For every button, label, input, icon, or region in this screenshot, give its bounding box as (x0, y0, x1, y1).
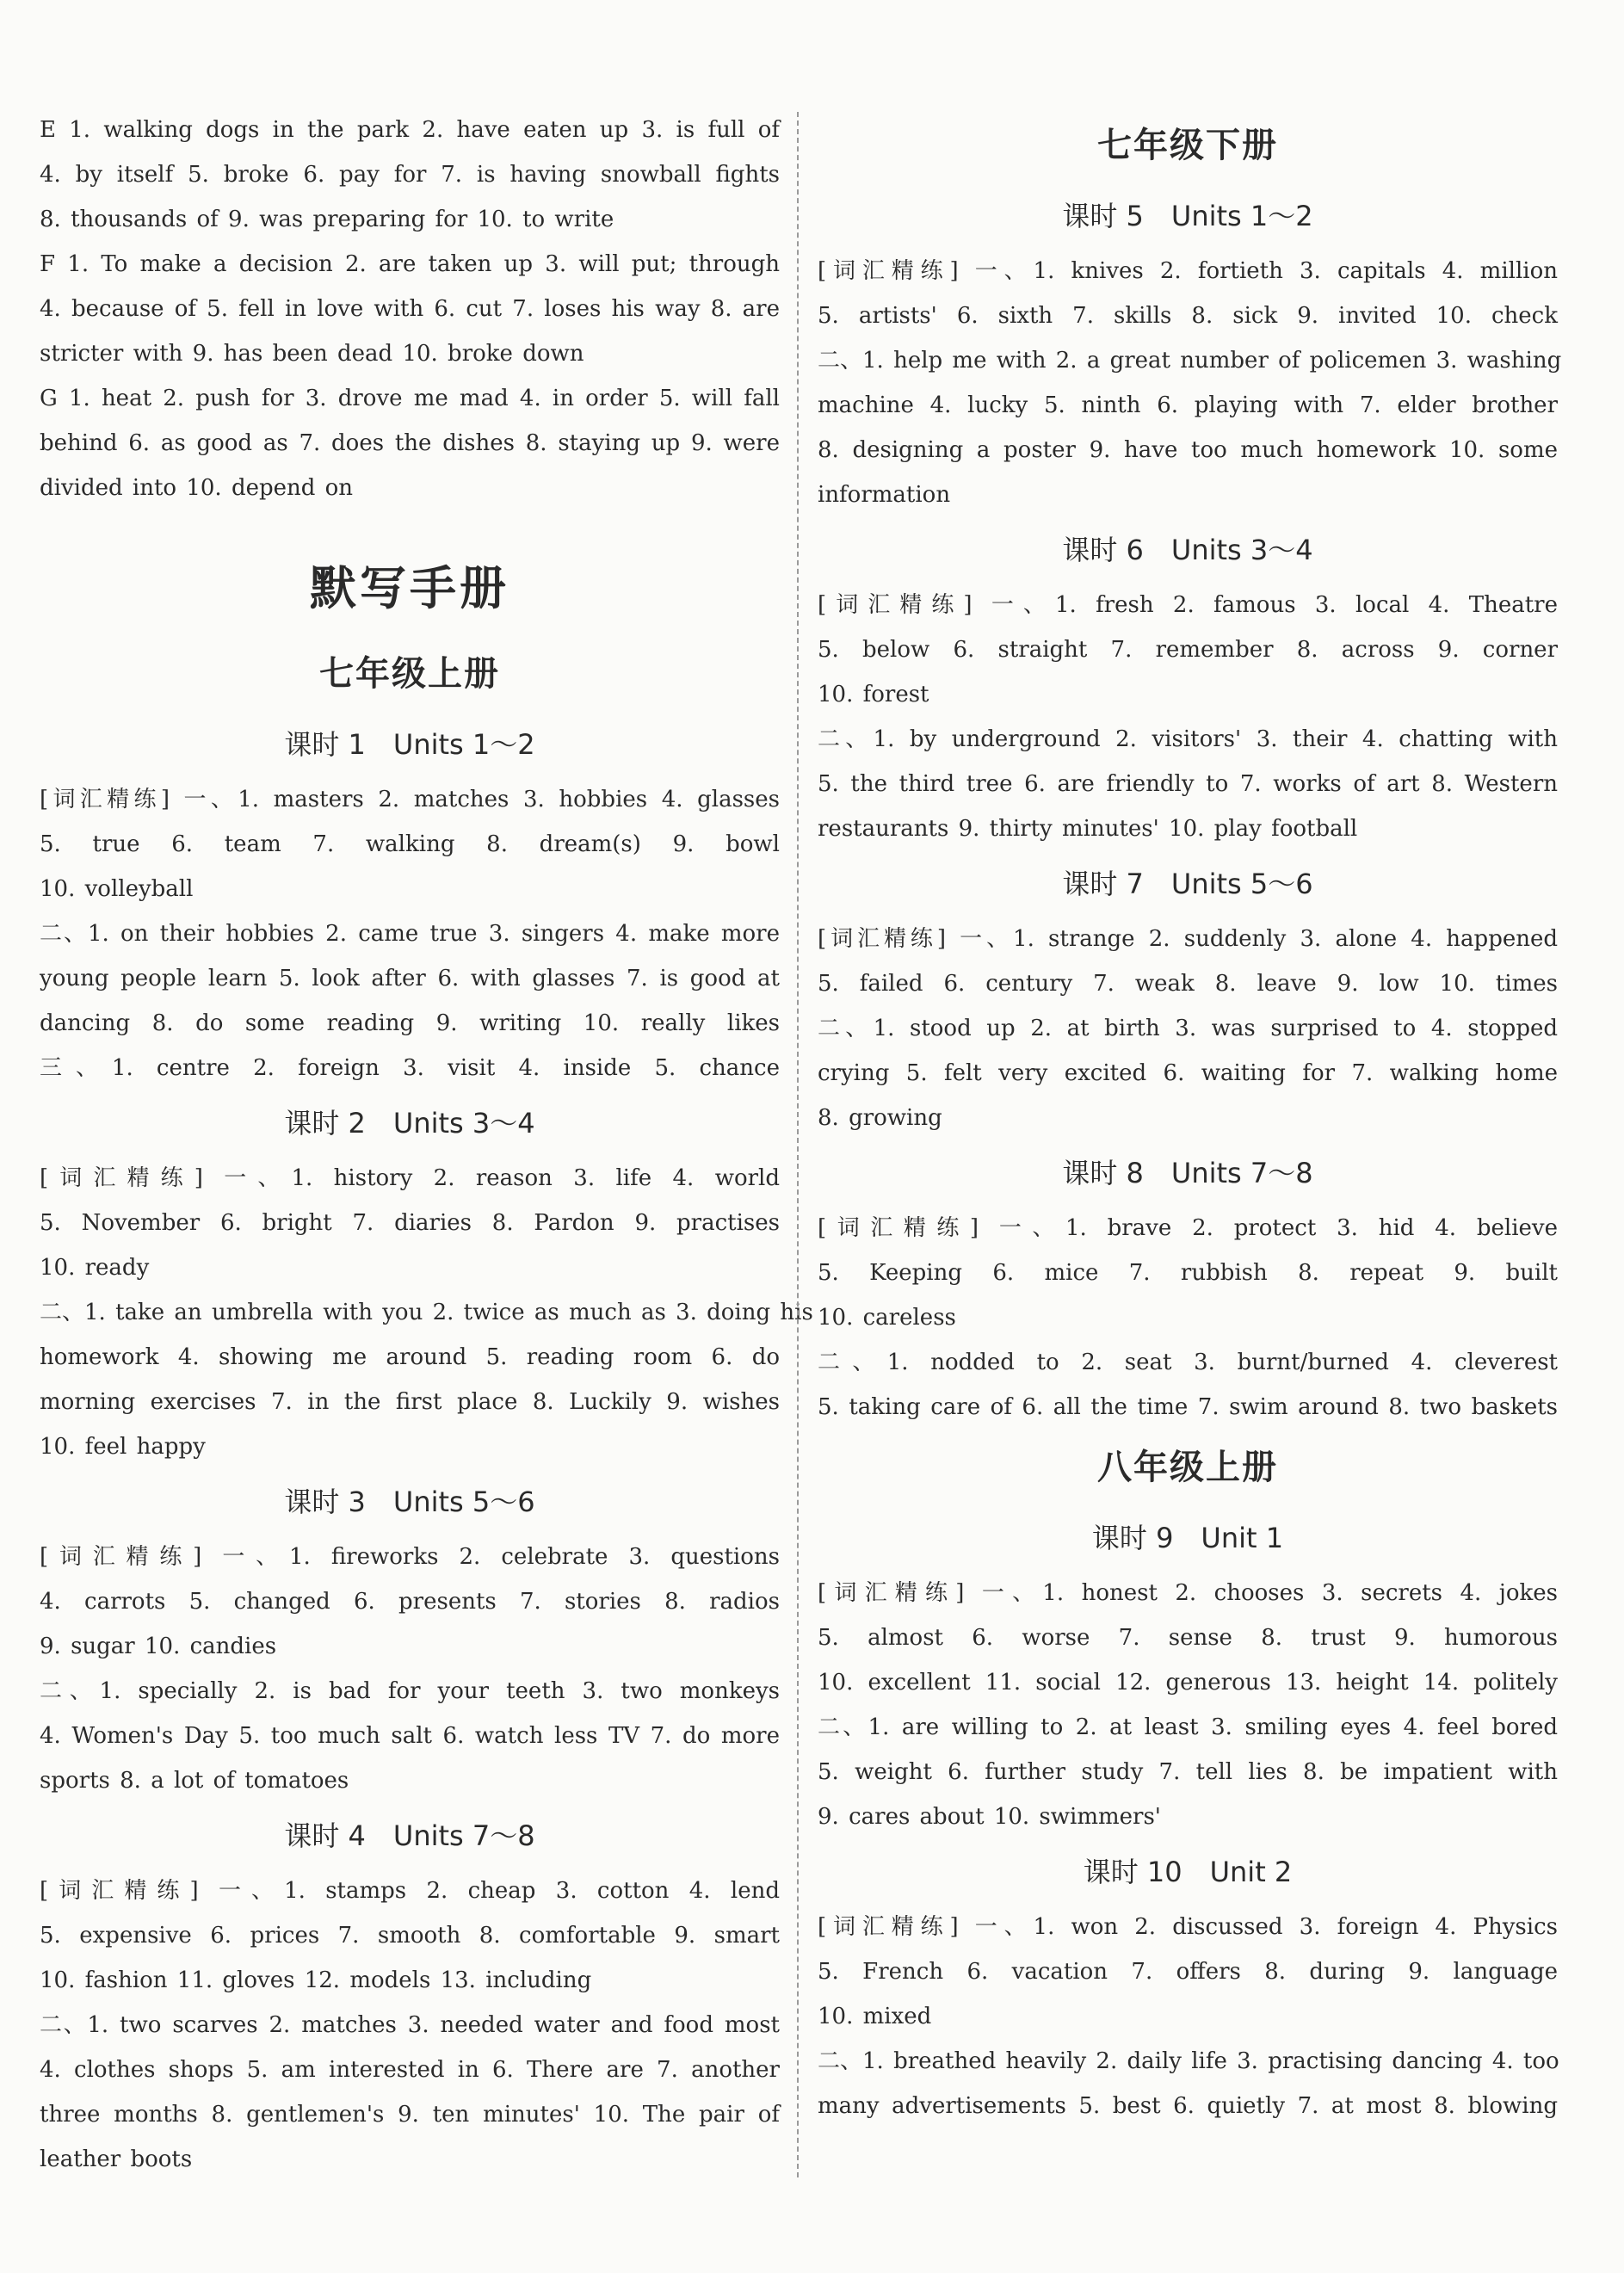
answer-line: [词汇精练] 一、1. masters 2. matches 3. hobbies 4. glasses (40, 787, 780, 812)
answer-line: [词汇精练] 一、1. stamps 2. cheap 3. cotton 4. lend (40, 1878, 780, 1904)
answer-line: 4. Women's Day 5. too much salt 6. watch less TV 7. do more (40, 1723, 780, 1749)
left-column (40, 108, 813, 2182)
lesson-section (818, 1505, 1558, 1839)
answer-line: [词汇精练] 一、1. brave 2. protect 3. hid 4. believe (818, 1215, 1558, 1241)
answer-line: 5. French 6. vacation 7. offers 8. during 9. language (818, 1959, 1558, 1985)
answer-line: 二、1. specially 2. is bad for your teeth 3. two monkeys (40, 1678, 780, 1704)
answer-line: F 1. To make a decision 2. are taken up 3. will put; through (40, 251, 780, 277)
answer-line: 二、1. nodded to 2. seat 3. burnt/burned 4. cleverest (818, 1350, 1558, 1375)
answer-line: 二、1. by underground 2. visitors' 3. their 4. chatting with (818, 726, 1558, 752)
grade-title: 七年级下册 (1097, 126, 1278, 165)
answer-line: three months 8. gentlemen's 9. ten minutes' 10. The pair of (40, 2102, 780, 2128)
answer-line: 10. mixed (818, 2004, 932, 2029)
answer-line: [词汇精练] 一、1. honest 2. chooses 3. secrets 4. jokes (818, 1580, 1558, 1606)
answer-line: [词汇精练] 一、1. fireworks 2. celebrate 3. questions (40, 1544, 780, 1570)
answer-line: 5. expensive 6. prices 7. smooth 8. comfortable 9. smart (40, 1923, 780, 1949)
answer-line: 10. forest (818, 682, 929, 707)
answer-line: [词汇精练] 一、1. knives 2. fortieth 3. capitals 4. million (818, 258, 1558, 284)
answer-line: 5. Keeping 6. mice 7. rubbish 8. repeat 9. built (818, 1260, 1558, 1286)
column-divider (797, 112, 799, 2177)
answer-line: 10. ready (40, 1255, 150, 1281)
answer-line: 二、1. help me with 2. a great number of policemen 3. washing (818, 348, 1562, 374)
grade-title: 八年级上册 (1097, 1448, 1278, 1487)
answer-line: 4. by itself 5. broke 6. pay for 7. is having snowball fights (40, 162, 780, 188)
answer-line: information (818, 482, 951, 508)
lesson-title: 课时 8 Units 7～8 (1062, 1157, 1313, 1189)
answer-line: [词汇精练] 一、1. won 2. discussed 3. foreign 4. Physics (818, 1914, 1558, 1940)
answer-line: sports 8. a lot of tomatoes (40, 1768, 349, 1794)
answer-line: 三、1. centre 2. foreign 3. visit 4. inside 5. chance (40, 1055, 780, 1081)
answer-line: 5. artists' 6. sixth 7. skills 8. sick 9. invited 10. check (818, 303, 1558, 329)
lesson-title: 课时 9 Unit 1 (1091, 1522, 1284, 1554)
answer-line: many advertisements 5. best 6. quietly 7. at most 8. blowing (818, 2093, 1558, 2119)
answer-line: 8. designing a poster 9. have too much homework 10. some (818, 437, 1558, 463)
answer-line: 二、1. take an umbrella with you 2. twice as much as 3. doing his (40, 1300, 813, 1325)
grade-title: 七年级上册 (319, 654, 500, 694)
answer-line: 5. failed 6. century 7. weak 8. leave 9. low 10. times (818, 971, 1558, 997)
lesson-title: 课时 4 Units 7～8 (284, 1819, 535, 1852)
answer-line: 10. careless (818, 1305, 956, 1331)
lesson-section (818, 1839, 1558, 2128)
answer-line: 8. thousands of 9. was preparing for 10. to write (40, 207, 614, 232)
answer-line: 二、1. stood up 2. at birth 3. was surprised to 4. stopped (818, 1016, 1558, 1041)
answer-line: stricter with 9. has been dead 10. broke down (40, 341, 584, 367)
lesson-section (40, 712, 780, 1090)
answer-line: [词汇精练] 一、1. history 2. reason 3. life 4. world (40, 1165, 780, 1191)
answer-line: 5. taking care of 6. all the time 7. swim around 8. two baskets (818, 1394, 1558, 1420)
answer-line: behind 6. as good as 7. does the dishes 8. staying up 9. were (40, 430, 780, 456)
answer-line: homework 4. showing me around 5. reading room 6. do (40, 1344, 780, 1370)
lesson-section (818, 851, 1558, 1140)
answer-line: 10. excellent 11. social 12. generous 13. height 14. politely (818, 1670, 1558, 1695)
answer-line: young people learn 5. look after 6. with glasses 7. is good at (40, 966, 780, 991)
lesson-section (818, 517, 1558, 851)
answer-line: [词汇精练] 一、1. strange 2. suddenly 3. alone 4. happened (818, 926, 1558, 952)
right-column (818, 108, 1562, 2128)
answer-line: E 1. walking dogs in the park 2. have eaten up 3. is full of (40, 117, 780, 143)
answer-line: 二、1. breathed heavily 2. daily life 3. practising dancing 4. too (818, 2048, 1559, 2074)
answer-line: 5. the third tree 6. are friendly to 7. works of art 8. Western (818, 771, 1558, 797)
answer-line: 10. volleyball (40, 876, 194, 902)
answer-line: [词汇精练] 一、1. fresh 2. famous 3. local 4. Theatre (818, 592, 1558, 618)
lesson-title: 课时 7 Units 5～6 (1062, 868, 1313, 900)
lesson-title: 课时 5 Units 1～2 (1062, 200, 1313, 232)
answer-line: 5. weight 6. further study 7. tell lies 8. be impatient with (818, 1759, 1558, 1785)
answer-line: 5. below 6. straight 7. remember 8. across 9. corner (818, 637, 1558, 663)
answer-line: G 1. heat 2. push for 3. drove me mad 4. in order 5. will fall (40, 386, 780, 411)
answer-line: leather boots (40, 2146, 193, 2172)
answer-line: 5. true 6. team 7. walking 8. dream(s) 9. bowl (40, 831, 780, 857)
lesson-title: 课时 2 Units 3～4 (284, 1107, 535, 1140)
answer-line: 4. because of 5. fell in love with 6. cut 7. loses his way 8. are (40, 296, 780, 322)
answer-line: 5. almost 6. worse 7. sense 8. trust 9. humorous (818, 1625, 1558, 1651)
lesson-title: 课时 6 Units 3～4 (1062, 534, 1313, 566)
lesson-section (40, 1469, 780, 1803)
lesson-section (40, 1090, 813, 1469)
answer-line: 4. carrots 5. changed 6. presents 7. stories 8. radios (40, 1589, 780, 1615)
lesson-section (818, 183, 1562, 517)
answer-line: 二、1. are willing to 2. at least 3. smiling eyes 4. feel bored (818, 1714, 1558, 1740)
lesson-section (40, 1803, 780, 2182)
answer-line: 9. sugar 10. candies (40, 1634, 277, 1659)
answer-line: 10. fashion 11. gloves 12. models 13. including (40, 1967, 592, 1993)
lesson-title: 课时 3 Units 5～6 (284, 1485, 535, 1518)
answer-line: dancing 8. do some reading 9. writing 10. really likes (40, 1010, 780, 1036)
answer-line: 8. growing (818, 1105, 942, 1131)
handbook-title: 默写手册 (310, 561, 509, 615)
answer-line: morning exercises 7. in the first place 8. Luckily 9. wishes (40, 1389, 780, 1415)
answer-line: 二、1. two scarves 2. matches 3. needed water and food most (40, 2012, 780, 2038)
lesson-title: 课时 1 Units 1～2 (284, 728, 535, 761)
answer-line: 4. clothes shops 5. am interested in 6. There are 7. another (40, 2057, 780, 2083)
lesson-title: 课时 10 Unit 2 (1083, 1856, 1293, 1888)
answer-line: 9. cares about 10. swimmers' (818, 1804, 1161, 1830)
lesson-section (818, 1140, 1558, 1430)
answer-line: 5. November 6. bright 7. diaries 8. Pardon 9. practises (40, 1210, 780, 1236)
answer-line: divided into 10. depend on (40, 475, 354, 501)
answer-line: 二、1. on their hobbies 2. came true 3. singers 4. make more (40, 921, 780, 947)
answer-line: restaurants 9. thirty minutes' 10. play football (818, 816, 1358, 842)
answer-line: machine 4. lucky 5. ninth 6. playing with 7. elder brother (818, 392, 1558, 418)
answer-line: crying 5. felt very excited 6. waiting for 7. walking home (818, 1060, 1558, 1086)
answer-line: 10. feel happy (40, 1434, 206, 1460)
